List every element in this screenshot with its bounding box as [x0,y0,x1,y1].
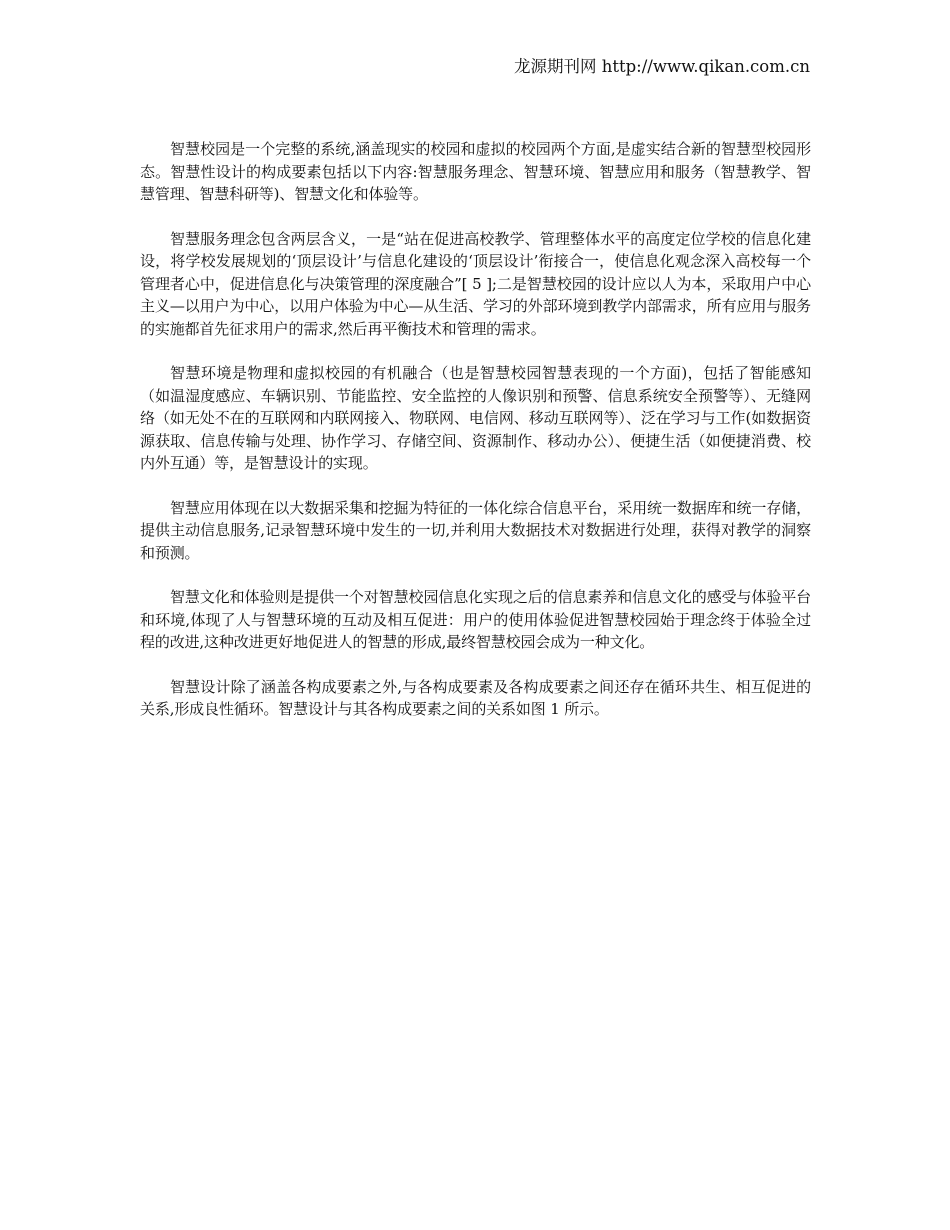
paragraph-smart-design-relationship: 智慧设计除了涵盖各构成要素之外,与各构成要素及各构成要素之间还存在循环共生、相互促进的关系,形成良性循环。智慧设计与其各构成要素之间的关系如图 1 所示。 [140,677,811,718]
paragraph-smart-culture-experience: 智慧文化和体验则是提供一个对智慧校园信息化实现之后的信息素养和信息文化的感受与体验平台和环境,体现了人与智慧环境的互动及相互促进：用户的使用体验促进智慧校园始于理念终于体验全过程的改进,这种改进更好地促进人的智慧的形成,最终智慧校园会成为一种文化。 [140,588,811,651]
page-header-source: 龙源期刊网 http://www.qikan.com.cn [513,57,810,76]
paragraph-smart-service-concept: 智慧服务理念包含两层含义，一是“站在促进高校教学、管理整体水平的高度定位学校的信息化建设，将学校发展规划的‘顶层设计’与信息化建设的‘顶层设计’衔接合一，使信息化观念深入高校每一个管理者心中，促进信息化与决策管理的深度融合”[ 5 ];二是智慧校园的设计应以人为本，采取用户中心主义—以用户为中心，以用户体验为中心—从生活、学习的外部环境到教学内部需求，所有应用与服务的实施都首先征求用户的需求,然后再平衡技术和管理的需求。 [140,229,811,338]
paragraph-smart-campus-overview: 智慧校园是一个完整的系统,涵盖现实的校园和虚拟的校园两个方面,是虚实结合新的智慧型校园形态。智慧性设计的构成要素包括以下内容:智慧服务理念、智慧环境、智慧应用和服务（智慧教学、智慧管理、智慧科研等)、智慧文化和体验等。 [140,140,811,203]
article-body [140,138,811,743]
paragraph-smart-application: 智慧应用体现在以大数据采集和挖掘为特征的一体化综合信息平台，采用统一数据库和统一存储，提供主动信息服务,记录智慧环境中发生的一切,并利用大数据技术对数据进行处理，获得对教学的洞察和预测。 [140,498,811,562]
paragraph-smart-environment: 智慧环境是物理和虚拟校园的有机融合（也是智慧校园智慧表现的一个方面)，包括了智能感知（如温湿度感应、车辆识别、节能监控、安全监控的人像识别和预警、信息系统安全预警等）、无缝网络（如无处不在的互联网和内联网接入、物联网、电信网、移动互联网等）、泛在学习与工作(如数据资源获取、信息传输与处理、协作学习、存储空间、资源制作、移动办公）、便捷生活（如便捷消费、校内外互通）等，是智慧设计的实现。 [140,364,811,472]
